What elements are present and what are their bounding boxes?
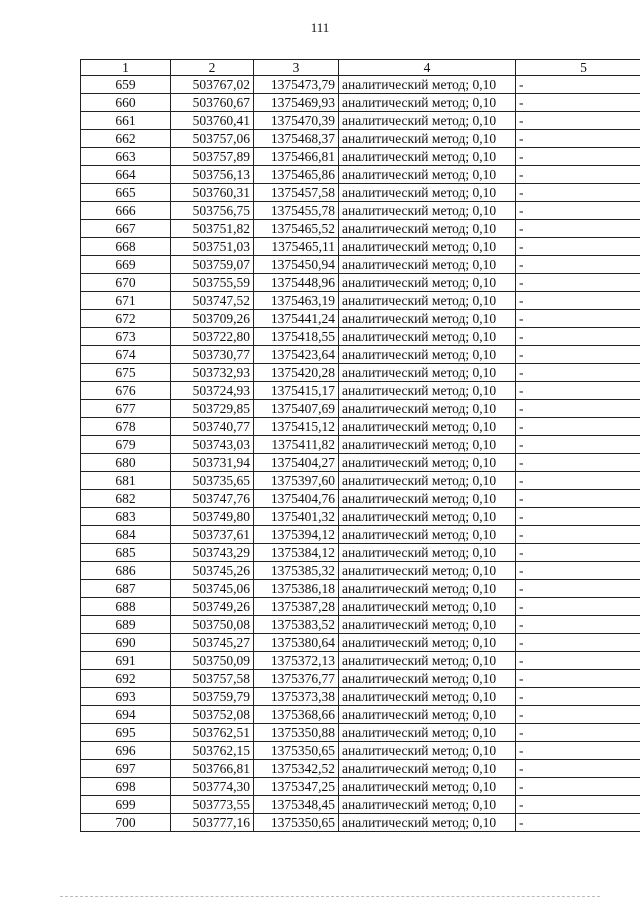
x-coordinate-cell: 503756,13: [171, 166, 254, 184]
note-cell: -: [516, 778, 640, 796]
x-coordinate-cell: 503730,77: [171, 346, 254, 364]
note-cell: -: [516, 580, 640, 598]
point-number-cell: 687: [81, 580, 171, 598]
method-cell: аналитический метод; 0,10: [339, 616, 516, 634]
method-cell: аналитический метод; 0,10: [339, 184, 516, 202]
method-cell: аналитический метод; 0,10: [339, 382, 516, 400]
note-cell: -: [516, 148, 640, 166]
note-cell: -: [516, 724, 640, 742]
method-cell: аналитический метод; 0,10: [339, 220, 516, 238]
point-number-cell: 686: [81, 562, 171, 580]
y-coordinate-cell: 1375407,69: [254, 400, 339, 418]
point-number-cell: 665: [81, 184, 171, 202]
point-number-cell: 699: [81, 796, 171, 814]
y-coordinate-cell: 1375394,12: [254, 526, 339, 544]
x-coordinate-cell: 503755,59: [171, 274, 254, 292]
note-cell: -: [516, 760, 640, 778]
table-row: [81, 328, 640, 346]
y-coordinate-cell: 1375384,12: [254, 544, 339, 562]
note-cell: -: [516, 382, 640, 400]
x-coordinate-cell: 503745,06: [171, 580, 254, 598]
method-cell: аналитический метод; 0,10: [339, 742, 516, 760]
y-coordinate-cell: 1375373,38: [254, 688, 339, 706]
note-cell: -: [516, 670, 640, 688]
note-cell: -: [516, 688, 640, 706]
note-cell: -: [516, 418, 640, 436]
table-row: [81, 256, 640, 274]
note-cell: -: [516, 742, 640, 760]
point-number-cell: 679: [81, 436, 171, 454]
method-cell: аналитический метод; 0,10: [339, 94, 516, 112]
y-coordinate-cell: 1375348,45: [254, 796, 339, 814]
table-row: [81, 184, 640, 202]
point-number-cell: 680: [81, 454, 171, 472]
x-coordinate-cell: 503709,26: [171, 310, 254, 328]
method-cell: аналитический метод; 0,10: [339, 418, 516, 436]
point-number-cell: 696: [81, 742, 171, 760]
point-number-cell: 681: [81, 472, 171, 490]
table-row: [81, 274, 640, 292]
table-row: [81, 130, 640, 148]
note-cell: -: [516, 166, 640, 184]
y-coordinate-cell: 1375385,32: [254, 562, 339, 580]
y-coordinate-cell: 1375401,32: [254, 508, 339, 526]
x-coordinate-cell: 503762,15: [171, 742, 254, 760]
y-coordinate-cell: 1375455,78: [254, 202, 339, 220]
y-coordinate-cell: 1375383,52: [254, 616, 339, 634]
column-header-5: 5: [516, 60, 640, 76]
table-row: [81, 94, 640, 112]
method-cell: аналитический метод; 0,10: [339, 580, 516, 598]
point-number-cell: 662: [81, 130, 171, 148]
method-cell: аналитический метод; 0,10: [339, 652, 516, 670]
point-number-cell: 689: [81, 616, 171, 634]
method-cell: аналитический метод; 0,10: [339, 796, 516, 814]
y-coordinate-cell: 1375411,82: [254, 436, 339, 454]
y-coordinate-cell: 1375368,66: [254, 706, 339, 724]
table-row: [81, 238, 640, 256]
note-cell: -: [516, 130, 640, 148]
point-number-cell: 682: [81, 490, 171, 508]
table-row: [81, 202, 640, 220]
method-cell: аналитический метод; 0,10: [339, 292, 516, 310]
y-coordinate-cell: 1375473,79: [254, 76, 339, 94]
note-cell: -: [516, 238, 640, 256]
method-cell: аналитический метод; 0,10: [339, 490, 516, 508]
y-coordinate-cell: 1375347,25: [254, 778, 339, 796]
scan-artifact-line: [60, 896, 600, 899]
note-cell: -: [516, 472, 640, 490]
x-coordinate-cell: 503760,67: [171, 94, 254, 112]
point-number-cell: 674: [81, 346, 171, 364]
note-cell: -: [516, 616, 640, 634]
x-coordinate-cell: 503745,26: [171, 562, 254, 580]
point-number-cell: 671: [81, 292, 171, 310]
method-cell: аналитический метод; 0,10: [339, 724, 516, 742]
method-cell: аналитический метод; 0,10: [339, 346, 516, 364]
y-coordinate-cell: 1375404,27: [254, 454, 339, 472]
point-number-cell: 669: [81, 256, 171, 274]
x-coordinate-cell: 503745,27: [171, 634, 254, 652]
x-coordinate-cell: 503735,65: [171, 472, 254, 490]
y-coordinate-cell: 1375450,94: [254, 256, 339, 274]
y-coordinate-cell: 1375404,76: [254, 490, 339, 508]
table-row: [81, 310, 640, 328]
method-cell: аналитический метод; 0,10: [339, 202, 516, 220]
table-row: [81, 220, 640, 238]
table-row: [81, 544, 640, 562]
point-number-cell: 684: [81, 526, 171, 544]
note-cell: -: [516, 310, 640, 328]
y-coordinate-cell: 1375420,28: [254, 364, 339, 382]
x-coordinate-cell: 503762,51: [171, 724, 254, 742]
y-coordinate-cell: 1375380,64: [254, 634, 339, 652]
x-coordinate-cell: 503751,03: [171, 238, 254, 256]
note-cell: -: [516, 652, 640, 670]
note-cell: -: [516, 814, 640, 832]
point-number-cell: 678: [81, 418, 171, 436]
method-cell: аналитический метод; 0,10: [339, 688, 516, 706]
x-coordinate-cell: 503751,82: [171, 220, 254, 238]
method-cell: аналитический метод; 0,10: [339, 166, 516, 184]
note-cell: -: [516, 220, 640, 238]
table-row: [81, 562, 640, 580]
y-coordinate-cell: 1375418,55: [254, 328, 339, 346]
column-header-4: 4: [339, 60, 516, 76]
note-cell: -: [516, 328, 640, 346]
table-row: [81, 724, 640, 742]
method-cell: аналитический метод; 0,10: [339, 112, 516, 130]
table-row: [81, 454, 640, 472]
method-cell: аналитический метод; 0,10: [339, 436, 516, 454]
point-number-cell: 663: [81, 148, 171, 166]
x-coordinate-cell: 503743,03: [171, 436, 254, 454]
y-coordinate-cell: 1375468,37: [254, 130, 339, 148]
x-coordinate-cell: 503749,26: [171, 598, 254, 616]
x-coordinate-cell: 503759,07: [171, 256, 254, 274]
y-coordinate-cell: 1375463,19: [254, 292, 339, 310]
point-number-cell: 672: [81, 310, 171, 328]
table-row: [81, 706, 640, 724]
table-row: [81, 598, 640, 616]
page-number: 111: [310, 20, 330, 35]
note-cell: -: [516, 292, 640, 310]
method-cell: аналитический метод; 0,10: [339, 148, 516, 166]
note-cell: -: [516, 346, 640, 364]
x-coordinate-cell: 503724,93: [171, 382, 254, 400]
table-row: [81, 760, 640, 778]
x-coordinate-cell: 503777,16: [171, 814, 254, 832]
point-number-cell: 673: [81, 328, 171, 346]
method-cell: аналитический метод; 0,10: [339, 400, 516, 418]
table-row: [81, 148, 640, 166]
point-number-cell: 700: [81, 814, 171, 832]
x-coordinate-cell: 503729,85: [171, 400, 254, 418]
table-row: [81, 112, 640, 130]
table-row: [81, 814, 640, 832]
point-number-cell: 690: [81, 634, 171, 652]
x-coordinate-cell: 503750,09: [171, 652, 254, 670]
method-cell: аналитический метод; 0,10: [339, 130, 516, 148]
note-cell: -: [516, 94, 640, 112]
method-cell: аналитический метод; 0,10: [339, 364, 516, 382]
y-coordinate-cell: 1375448,96: [254, 274, 339, 292]
y-coordinate-cell: 1375376,77: [254, 670, 339, 688]
note-cell: -: [516, 364, 640, 382]
method-cell: аналитический метод; 0,10: [339, 814, 516, 832]
x-coordinate-cell: 503743,29: [171, 544, 254, 562]
y-coordinate-cell: 1375372,13: [254, 652, 339, 670]
table-body: [81, 76, 640, 832]
point-number-cell: 666: [81, 202, 171, 220]
x-coordinate-cell: 503752,08: [171, 706, 254, 724]
y-coordinate-cell: 1375441,24: [254, 310, 339, 328]
method-cell: аналитический метод; 0,10: [339, 454, 516, 472]
y-coordinate-cell: 1375469,93: [254, 94, 339, 112]
y-coordinate-cell: 1375415,17: [254, 382, 339, 400]
x-coordinate-cell: 503767,02: [171, 76, 254, 94]
coordinates-table: [80, 59, 640, 832]
x-coordinate-cell: 503749,80: [171, 508, 254, 526]
table-row: [81, 472, 640, 490]
x-coordinate-cell: 503731,94: [171, 454, 254, 472]
method-cell: аналитический метод; 0,10: [339, 310, 516, 328]
note-cell: -: [516, 562, 640, 580]
note-cell: -: [516, 634, 640, 652]
method-cell: аналитический метод; 0,10: [339, 526, 516, 544]
point-number-cell: 677: [81, 400, 171, 418]
point-number-cell: 691: [81, 652, 171, 670]
note-cell: -: [516, 202, 640, 220]
column-header-2: 2: [171, 60, 254, 76]
point-number-cell: 693: [81, 688, 171, 706]
point-number-cell: 694: [81, 706, 171, 724]
method-cell: аналитический метод; 0,10: [339, 544, 516, 562]
table-row: [81, 742, 640, 760]
point-number-cell: 668: [81, 238, 171, 256]
y-coordinate-cell: 1375350,65: [254, 814, 339, 832]
x-coordinate-cell: 503760,31: [171, 184, 254, 202]
x-coordinate-cell: 503757,89: [171, 148, 254, 166]
point-number-cell: 683: [81, 508, 171, 526]
method-cell: аналитический метод; 0,10: [339, 238, 516, 256]
method-cell: аналитический метод; 0,10: [339, 598, 516, 616]
y-coordinate-cell: 1375397,60: [254, 472, 339, 490]
x-coordinate-cell: 503732,93: [171, 364, 254, 382]
point-number-cell: 667: [81, 220, 171, 238]
note-cell: -: [516, 454, 640, 472]
y-coordinate-cell: 1375465,11: [254, 238, 339, 256]
note-cell: -: [516, 706, 640, 724]
x-coordinate-cell: 503756,75: [171, 202, 254, 220]
y-coordinate-cell: 1375386,18: [254, 580, 339, 598]
column-header-3: 3: [254, 60, 339, 76]
method-cell: аналитический метод; 0,10: [339, 76, 516, 94]
note-cell: -: [516, 256, 640, 274]
x-coordinate-cell: 503747,52: [171, 292, 254, 310]
method-cell: аналитический метод; 0,10: [339, 634, 516, 652]
table-row: [81, 580, 640, 598]
point-number-cell: 660: [81, 94, 171, 112]
y-coordinate-cell: 1375470,39: [254, 112, 339, 130]
table-row: [81, 688, 640, 706]
table-row: [81, 364, 640, 382]
point-number-cell: 697: [81, 760, 171, 778]
method-cell: аналитический метод; 0,10: [339, 274, 516, 292]
note-cell: -: [516, 400, 640, 418]
column-header-1: 1: [81, 60, 171, 76]
note-cell: -: [516, 508, 640, 526]
x-coordinate-cell: 503740,77: [171, 418, 254, 436]
x-coordinate-cell: 503773,55: [171, 796, 254, 814]
y-coordinate-cell: 1375387,28: [254, 598, 339, 616]
note-cell: -: [516, 184, 640, 202]
note-cell: -: [516, 598, 640, 616]
table-row: [81, 292, 640, 310]
x-coordinate-cell: 503760,41: [171, 112, 254, 130]
y-coordinate-cell: 1375465,52: [254, 220, 339, 238]
method-cell: аналитический метод; 0,10: [339, 508, 516, 526]
table-row: [81, 76, 640, 94]
table-row: [81, 616, 640, 634]
x-coordinate-cell: 503757,06: [171, 130, 254, 148]
point-number-cell: 692: [81, 670, 171, 688]
x-coordinate-cell: 503759,79: [171, 688, 254, 706]
method-cell: аналитический метод; 0,10: [339, 670, 516, 688]
table-row: [81, 796, 640, 814]
method-cell: аналитический метод; 0,10: [339, 706, 516, 724]
point-number-cell: 661: [81, 112, 171, 130]
table-header-row: [81, 60, 640, 76]
y-coordinate-cell: 1375465,86: [254, 166, 339, 184]
y-coordinate-cell: 1375342,52: [254, 760, 339, 778]
x-coordinate-cell: 503737,61: [171, 526, 254, 544]
table-row: [81, 508, 640, 526]
x-coordinate-cell: 503722,80: [171, 328, 254, 346]
table-row: [81, 166, 640, 184]
y-coordinate-cell: 1375466,81: [254, 148, 339, 166]
method-cell: аналитический метод; 0,10: [339, 256, 516, 274]
note-cell: -: [516, 76, 640, 94]
point-number-cell: 659: [81, 76, 171, 94]
method-cell: аналитический метод; 0,10: [339, 328, 516, 346]
point-number-cell: 695: [81, 724, 171, 742]
method-cell: аналитический метод; 0,10: [339, 562, 516, 580]
table-row: [81, 400, 640, 418]
table-row: [81, 346, 640, 364]
point-number-cell: 664: [81, 166, 171, 184]
method-cell: аналитический метод; 0,10: [339, 760, 516, 778]
point-number-cell: 675: [81, 364, 171, 382]
note-cell: -: [516, 526, 640, 544]
table-row: [81, 490, 640, 508]
note-cell: -: [516, 112, 640, 130]
table-row: [81, 436, 640, 454]
x-coordinate-cell: 503747,76: [171, 490, 254, 508]
table-row: [81, 652, 640, 670]
method-cell: аналитический метод; 0,10: [339, 778, 516, 796]
y-coordinate-cell: 1375415,12: [254, 418, 339, 436]
note-cell: -: [516, 436, 640, 454]
y-coordinate-cell: 1375423,64: [254, 346, 339, 364]
x-coordinate-cell: 503766,81: [171, 760, 254, 778]
table-row: [81, 382, 640, 400]
point-number-cell: 688: [81, 598, 171, 616]
x-coordinate-cell: 503750,08: [171, 616, 254, 634]
table-row: [81, 778, 640, 796]
point-number-cell: 698: [81, 778, 171, 796]
point-number-cell: 685: [81, 544, 171, 562]
table-row: [81, 418, 640, 436]
y-coordinate-cell: 1375350,65: [254, 742, 339, 760]
x-coordinate-cell: 503774,30: [171, 778, 254, 796]
point-number-cell: 676: [81, 382, 171, 400]
table-row: [81, 670, 640, 688]
point-number-cell: 670: [81, 274, 171, 292]
x-coordinate-cell: 503757,58: [171, 670, 254, 688]
method-cell: аналитический метод; 0,10: [339, 472, 516, 490]
note-cell: -: [516, 490, 640, 508]
note-cell: -: [516, 544, 640, 562]
note-cell: -: [516, 274, 640, 292]
table-row: [81, 526, 640, 544]
note-cell: -: [516, 796, 640, 814]
table-row: [81, 634, 640, 652]
y-coordinate-cell: 1375350,88: [254, 724, 339, 742]
y-coordinate-cell: 1375457,58: [254, 184, 339, 202]
